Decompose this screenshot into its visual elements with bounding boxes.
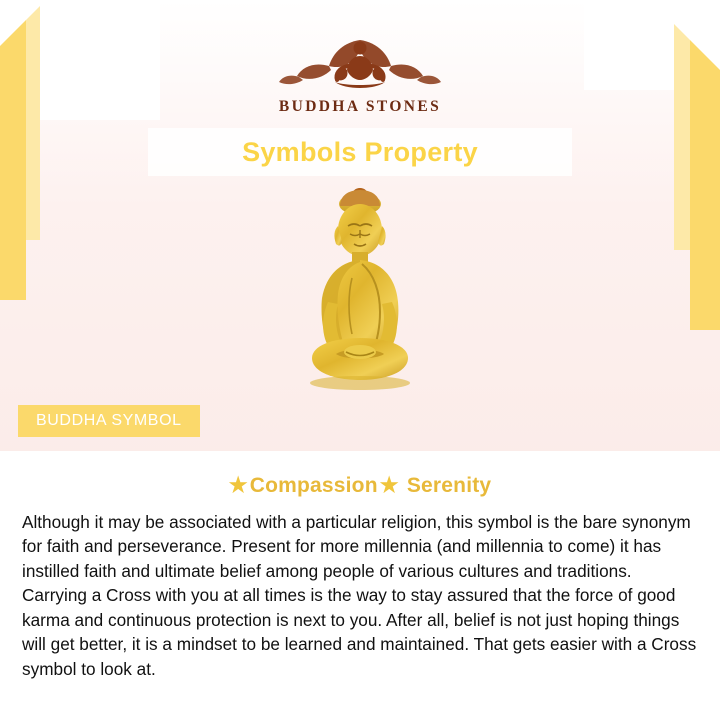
star-icon-second: ★	[379, 474, 399, 497]
buddha-illustration	[0, 182, 720, 412]
star-icon: ★	[228, 474, 248, 497]
lotus-meditation-logo-icon	[275, 20, 445, 92]
label-tag-text: BUDDHA SYMBOL	[36, 412, 182, 429]
title-banner	[148, 128, 572, 176]
description-paragraph: Although it may be associated with a particular religion, this symbol is the bare synonym for faith and perseverance. Present for more millennia (and millennia to come) it has instilled faith and ultimate belief among people of various cultures and traditions. Carrying a Cross with you at all times is the way to stay assured that the force of good karma and continuous protection is next to you. After all, belief is not just hoping things will get better, it is a mindset to be learned and maintained. That gets easier with a Cross symbol to look at.	[22, 512, 697, 679]
brand-header	[0, 20, 720, 116]
page-title: Symbols Property	[242, 136, 478, 167]
buddha-symbol-label-tag	[18, 405, 200, 437]
brand-name: BUDDHA STONES	[278, 98, 442, 115]
description-card	[0, 451, 720, 720]
headline	[22, 473, 698, 498]
headline-keyword-two: Serenity	[406, 474, 492, 497]
seated-buddha-statue-icon	[240, 182, 480, 412]
headline-keyword-one: Compassion	[249, 474, 378, 497]
